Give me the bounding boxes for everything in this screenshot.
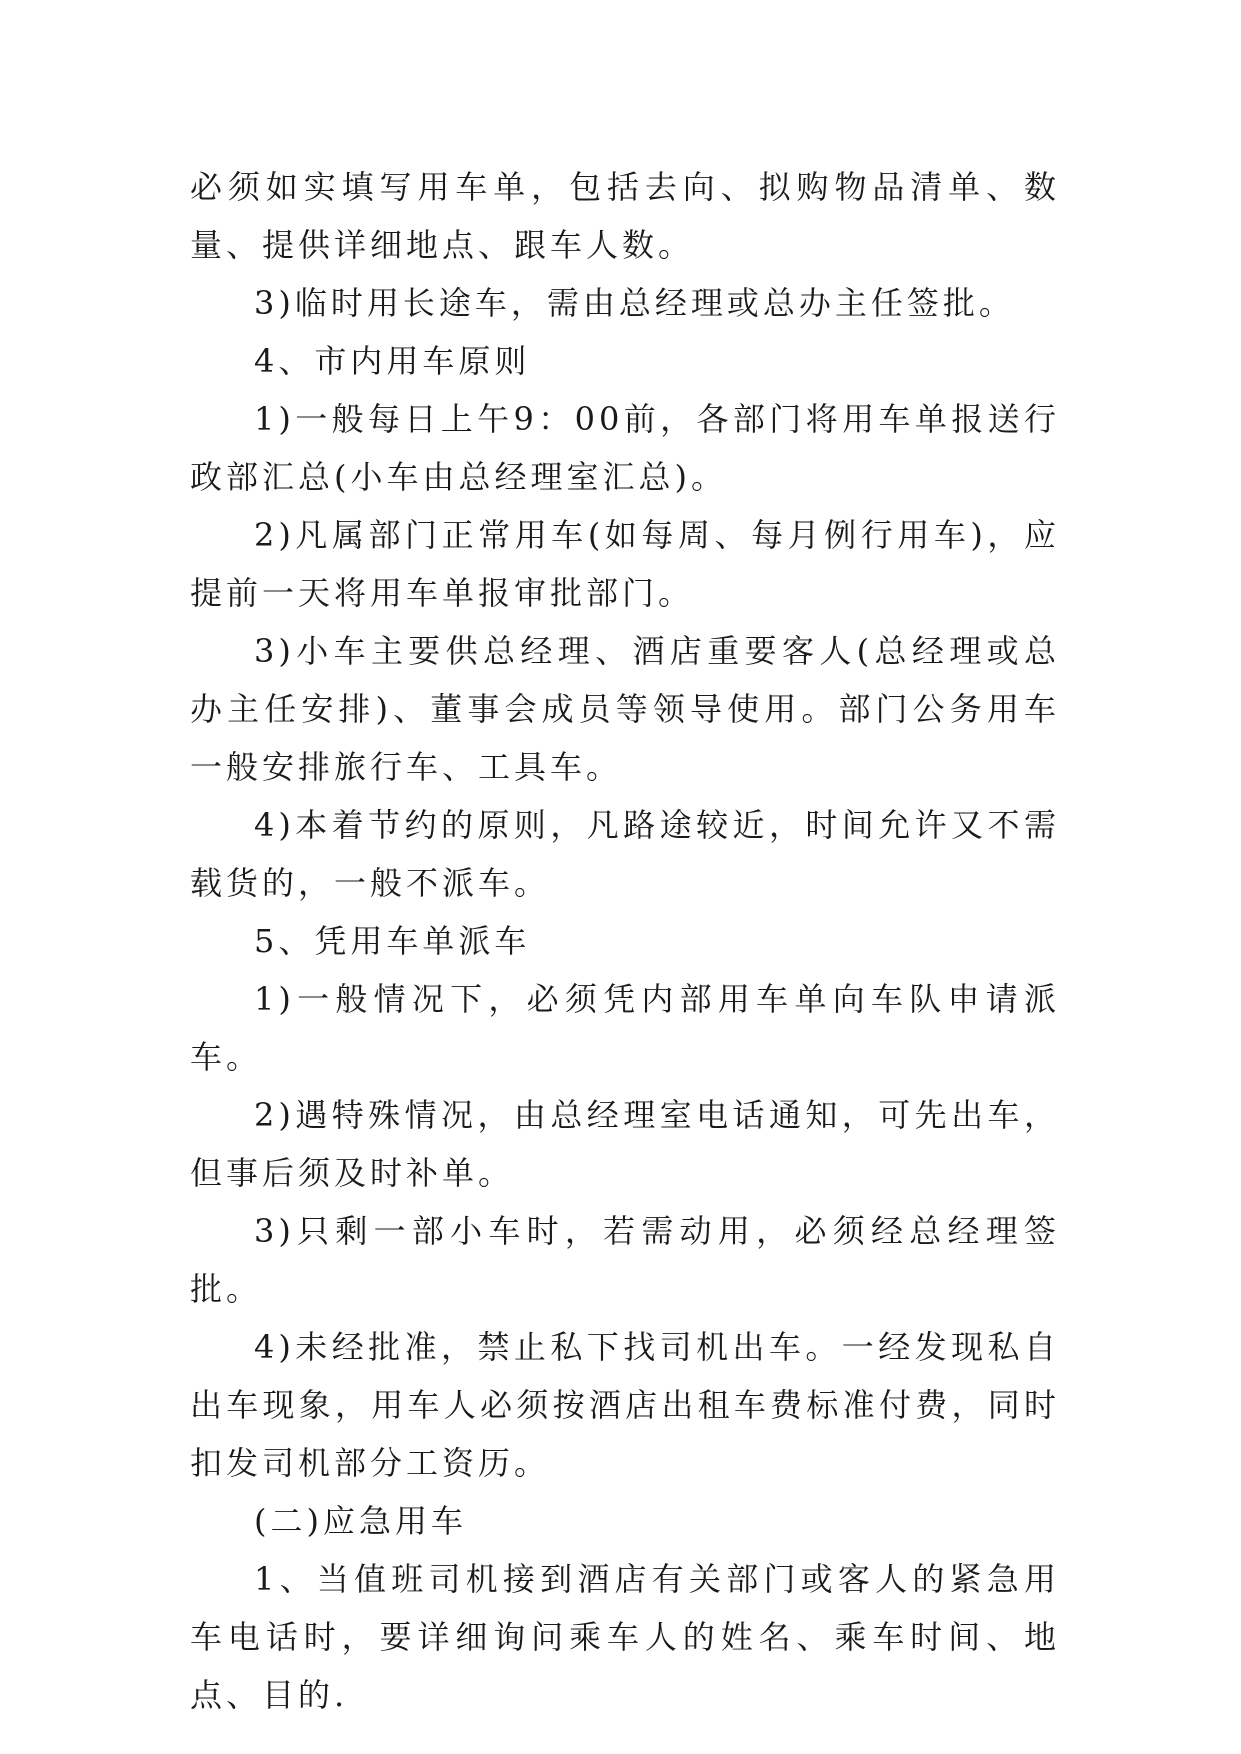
- paragraph-6: 3)小车主要供总经理、酒店重要客人(总经理或总办主任安排)、董事会成员等领导使用。部门公务用车一般安排旅行车、工具车。: [190, 632, 1060, 786]
- section-heading-5: 5、凭用车单派车: [254, 922, 531, 960]
- paragraph-5: 2)凡属部门正常用车(如每周、每月例行用车)，应提前一天将用车单报审批部门。: [190, 516, 1060, 612]
- paragraph-14: 1、当值班司机接到酒店有关部门或客人的紧急用车电话时，要详细询问乘车人的姓名、乘车时间、地点、目的.: [190, 1560, 1060, 1714]
- document-body: [190, 158, 1060, 1724]
- paragraph-4: 1)一般每日上午9：00前，各部门将用车单报送行政部汇总(小车由总经理室汇总)。: [190, 400, 1060, 496]
- paragraph-2: 3)临时用长途车，需由总经理或总办主任签批。: [254, 284, 1015, 322]
- section-heading-4: 4、市内用车原则: [254, 342, 531, 380]
- paragraph-12: 4)未经批准，禁止私下找司机出车。一经发现私自出车现象，用车人必须按酒店出租车费标准付费，同时扣发司机部分工资历。: [190, 1328, 1060, 1482]
- section-heading-emergency: (二)应急用车: [254, 1502, 467, 1540]
- paragraph-7: 4)本着节约的原则，凡路途较近，时间允许又不需载货的，一般不派车。: [190, 806, 1060, 902]
- paragraph-1: 必须如实填写用车单，包括去向、拟购物品清单、数量、提供详细地点、跟车人数。: [190, 168, 1060, 264]
- paragraph-11: 3)只剩一部小车时，若需动用，必须经总经理签批。: [190, 1212, 1060, 1308]
- paragraph-9: 1)一般情况下，必须凭内部用车单向车队申请派车。: [190, 980, 1060, 1076]
- paragraph-10: 2)遇特殊情况，由总经理室电话通知，可先出车，但事后须及时补单。: [190, 1096, 1060, 1192]
